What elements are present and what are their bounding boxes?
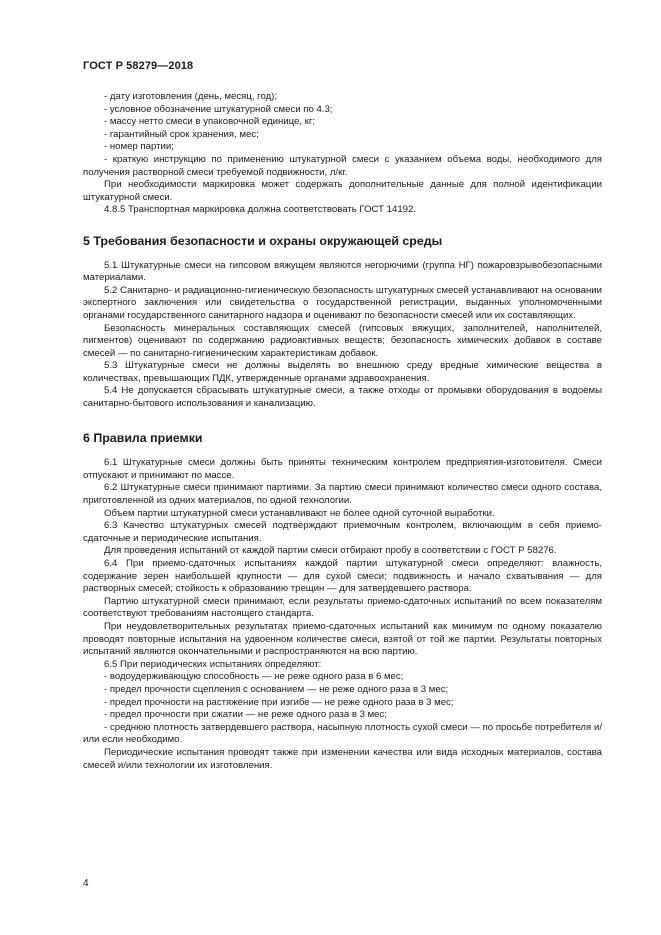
list-item: - предел прочности при сжатии — не реже одного раза в 3 мес; — [104, 709, 387, 721]
list-item: - условное обозначение штукатурной смеси по 4.3; — [104, 103, 333, 115]
paragraph: При необходимости маркировка может содержать дополнительные данные для полной идентификации штукатурной смеси. — [83, 179, 602, 203]
paragraph: 5.2 Санитарно- и радиационно-гигиеническую безопасность штукатурных смесей устанавливают на основании экспертного заключения или свидетельства о государственной регистрации, выданных уполномоченными органами государственного санитарного надзора и оценивают по безопасности смесей или их составляющих. — [83, 284, 602, 321]
paragraph: 6.3 Качество штукатурных смесей подтверждают приемочным контролем, включающим в себя приемо-сдаточные и периодические испытания. — [83, 520, 602, 544]
paragraph: 5.3 Штукатурные смеси не должны выделять во внешнюю среду вредные химические вещества в количествах, превышающих ПДК, утвержденные органами здравоохранения. — [83, 360, 602, 384]
paragraph: При неудовлетворительных результатах приемо-сдаточных испытаний как минимум по одному показателю проводят повторные испытания на удвоенном количестве смеси, взятой от той же партии. Результаты повторных испытаний являются окончательными и распространяются на всю партию. — [83, 620, 602, 658]
paragraph: Безопасность минеральных составляющих смесей (гипсовых вяжущих, заполнителей, наполнителей, пигментов) оценивают по содержанию радиоактивных веществ; безопасность химических добавок в составе смесей — по санитарно-гигиеническим характеристикам добавок. — [83, 322, 602, 359]
paragraph: 6.4 При приемо-сдаточных испытаниях каждой партии штукатурной смеси определяют: влажность, содержание зерен наибольшей крупности — для сухой смеси; подвижность и начало схватывания — для растворных смесей; стойкость к образованию трещин — для затвердевшего раствора. — [83, 558, 602, 595]
page-number: 4 — [83, 878, 89, 889]
list-item: - краткую инструкцию по применению штукатурной смеси с указанием объема воды, необходимого для получения растворной смеси требуемой подвижности, л/кг. — [83, 153, 602, 178]
document-body — [83, 91, 602, 772]
list-item: - дату изготовления (день, месяц, год); — [104, 91, 278, 102]
list-item: - массу нетто смеси в упаковочной единице, кг; — [104, 116, 316, 128]
list-item: - предел прочности на растяжение при изгибе — не реже одного раза в 3 мес; — [104, 696, 454, 708]
paragraph: 5.1 Штукатурные смеси на гипсовом вяжущем являются негорючими (группа НГ) пожаровзрывобезопасными материалами. — [83, 259, 602, 284]
list-item: - номер партии; — [104, 141, 174, 153]
paragraph: 5.4 Не допускается сбрасывать штукатурные смеси, а также отходы от промывки оборудования в водоемы санитарно-бытового использования и канализацию. — [83, 385, 602, 410]
paragraph: 6.1 Штукатурные смеси должны быть приняты техническим контролем предприятия-изготовителя. Смеси отпускают и принимают по массе. — [83, 457, 602, 481]
section-6-title: 6 Правила приемки — [83, 430, 203, 445]
section-5-title: 5 Требования безопасности и охраны окружающей среды — [83, 233, 443, 248]
paragraph: 6.5 При периодических испытаниях определяют: — [104, 658, 322, 670]
list-item: - гарантийный срок хранения, мес; — [104, 128, 259, 140]
document-header-code: ГОСТ Р 58279—2018 — [83, 60, 194, 72]
paragraph: Для проведения испытаний от каждой партии смеси отбирают пробу в соответствии с ГОСТ Р 58276. — [104, 545, 557, 557]
paragraph: Периодические испытания проводят также при изменении качества или вида исходных материалов, состава смесей и/или технологии их изготовления. — [83, 746, 602, 771]
list-item: - водоудерживающую способность — не реже одного раза в 6 мес; — [104, 671, 404, 683]
list-item: - среднюю плотность затвердевшего раствора, насыпную плотность сухой смеси — по просьбе потребителя и/или если необходимо. — [83, 721, 602, 746]
list-item: - предел прочности сцепления с основанием — не реже одного раза в 3 мес; — [104, 683, 449, 695]
paragraph: Объем партии штукатурной смеси устанавливают не более одной суточной выработки. — [104, 507, 495, 519]
paragraph: 4.8.5 Транспортная маркировка должна соответствовать ГОСТ 14192. — [104, 204, 417, 216]
paragraph: 6.2 Штукатурные смеси принимают партиями. За партию смеси принимают количество смеси одного состава, приготовленной из одних материалов, по одной технологии. — [83, 482, 602, 507]
paragraph: Партию штукатурной смеси принимают, если результаты приемо-сдаточных испытаний по всем показателям соответствуют требованиям настоящего стандарта. — [83, 595, 602, 620]
